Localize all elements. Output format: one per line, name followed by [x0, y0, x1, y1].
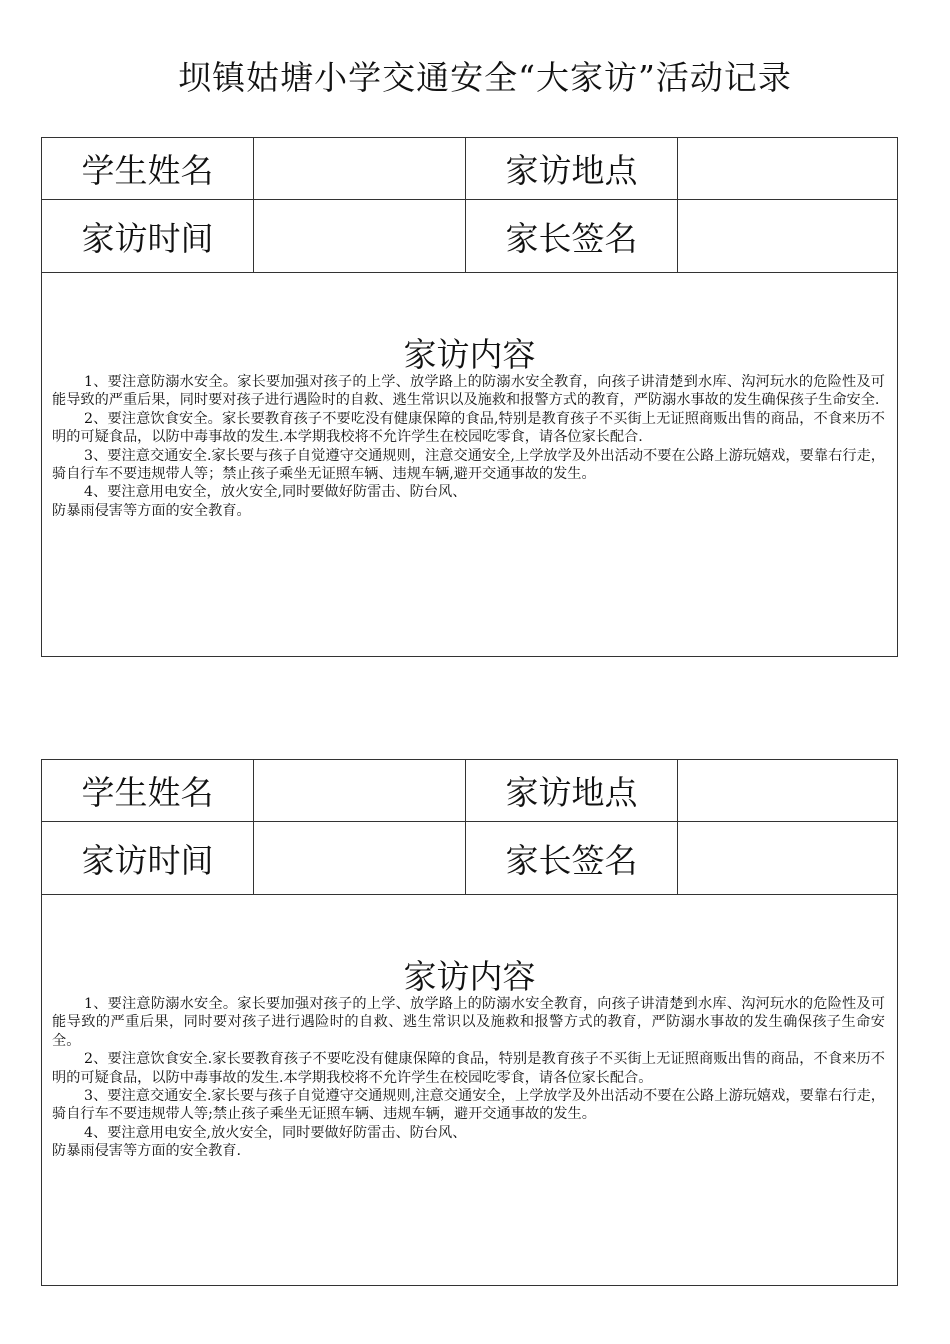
visit-time-label: 家访时间 [42, 822, 254, 894]
form-row-time-signature [42, 200, 897, 273]
content-paragraph: 1、要注意防溺水安全。家长要加强对孩子的上学、放学路上的防溺水安全教育，向孩子讲清楚到水库、沟河玩水的危险性及可能导致的严重后果，同时要对孩子进行遇险时的自救、逃生常识以及施救和报警方式的教育，严防溺水事故的发生确保孩子生命安全。 [52, 996, 885, 1049]
visit-time-field[interactable] [254, 822, 466, 894]
student-name-label: 学生姓名 [42, 760, 254, 821]
visit-record-form-2 [41, 759, 898, 1286]
visit-content-title: 家访内容 [403, 957, 536, 996]
visit-place-field[interactable] [678, 760, 897, 821]
content-paragraph: 1、要注意防溺水安全。家长要加强对孩子的上学、放学路上的防溺水安全教育，向孩子讲清楚到水库、沟河玩水的危险性及可能导致的严重后果，同时要对孩子进行遇险时的自救、逃生常识以及施救和报警方式的教育，严防溺水事故的发生确保孩子生命安全. [52, 374, 885, 409]
content-paragraph: 防暴雨侵害等方面的安全教育. [52, 1143, 241, 1160]
content-paragraph: 2、要注意饮食安全.家长要教育孩子不要吃没有健康保障的食品，特别是教育孩子不买街上无证照商贩出售的商品，不食来历不明的可疑食品，以防中毒事故的发生.本学期我校将不允许学生在校园吃零食，请各位家长配合。 [52, 1051, 885, 1086]
visit-place-label: 家访地点 [466, 138, 678, 199]
content-paragraph: 3、要注意交通安全.家长要与孩子自觉遵守交通规则，注意交通安全,上学放学及外出活动不要在公路上游玩嬉戏，要靠右行走，骑自行车不要违规带人等；禁止孩子乘坐无证照车辆、违规车辆,避开交通事故的发生。 [52, 447, 885, 483]
content-paragraph: 2、要注意饮食安全。家长要教育孩子不要吃没有健康保障的食品,特别是教育孩子不买街上无证照商贩出售的商品，不食来历不明的可疑食品，以防中毒事故的发生.本学期我校将不允许学生在校园吃零食，请各位家长配合. [52, 410, 885, 446]
visit-place-label: 家访地点 [466, 760, 678, 821]
parent-signature-field[interactable] [678, 200, 897, 272]
visit-time-label: 家访时间 [42, 200, 254, 272]
visit-content-title: 家访内容 [403, 335, 536, 374]
parent-signature-field[interactable] [678, 822, 897, 894]
visit-place-field[interactable] [678, 138, 897, 199]
document-title: 坝镇姑塘小学交通安全“大家访”活动记录 [178, 58, 792, 97]
visit-time-field[interactable] [254, 200, 466, 272]
parent-signature-label: 家长签名 [466, 200, 678, 272]
student-name-field[interactable] [254, 760, 466, 821]
student-name-label: 学生姓名 [42, 138, 254, 199]
form-row-name-place [42, 138, 897, 200]
form-row-name-place [42, 760, 897, 822]
form-row-time-signature [42, 822, 897, 895]
content-paragraph: 3、要注意交通安全.家长要与孩子自觉遵守交通规则,注意交通安全，上学放学及外出活动不要在公路上游玩嬉戏，要靠右行走，骑自行车不要违规带人等;禁止孩子乘坐无证照车辆、违规车辆，避开交通事故的发生。 [52, 1088, 885, 1123]
visit-content-section [42, 959, 897, 1161]
content-paragraph: 防暴雨侵害等方面的安全教育。 [52, 502, 251, 519]
student-name-field[interactable] [254, 138, 466, 199]
parent-signature-label: 家长签名 [466, 822, 678, 894]
visit-record-form-1 [41, 137, 898, 657]
visit-content-section [42, 337, 897, 520]
content-paragraph: 4、要注意用电安全,放火安全，同时要做好防雷击、防台风、 [84, 1124, 467, 1141]
content-paragraph: 4、要注意用电安全，放火安全,同时要做好防雷击、防台风、 [84, 484, 467, 501]
